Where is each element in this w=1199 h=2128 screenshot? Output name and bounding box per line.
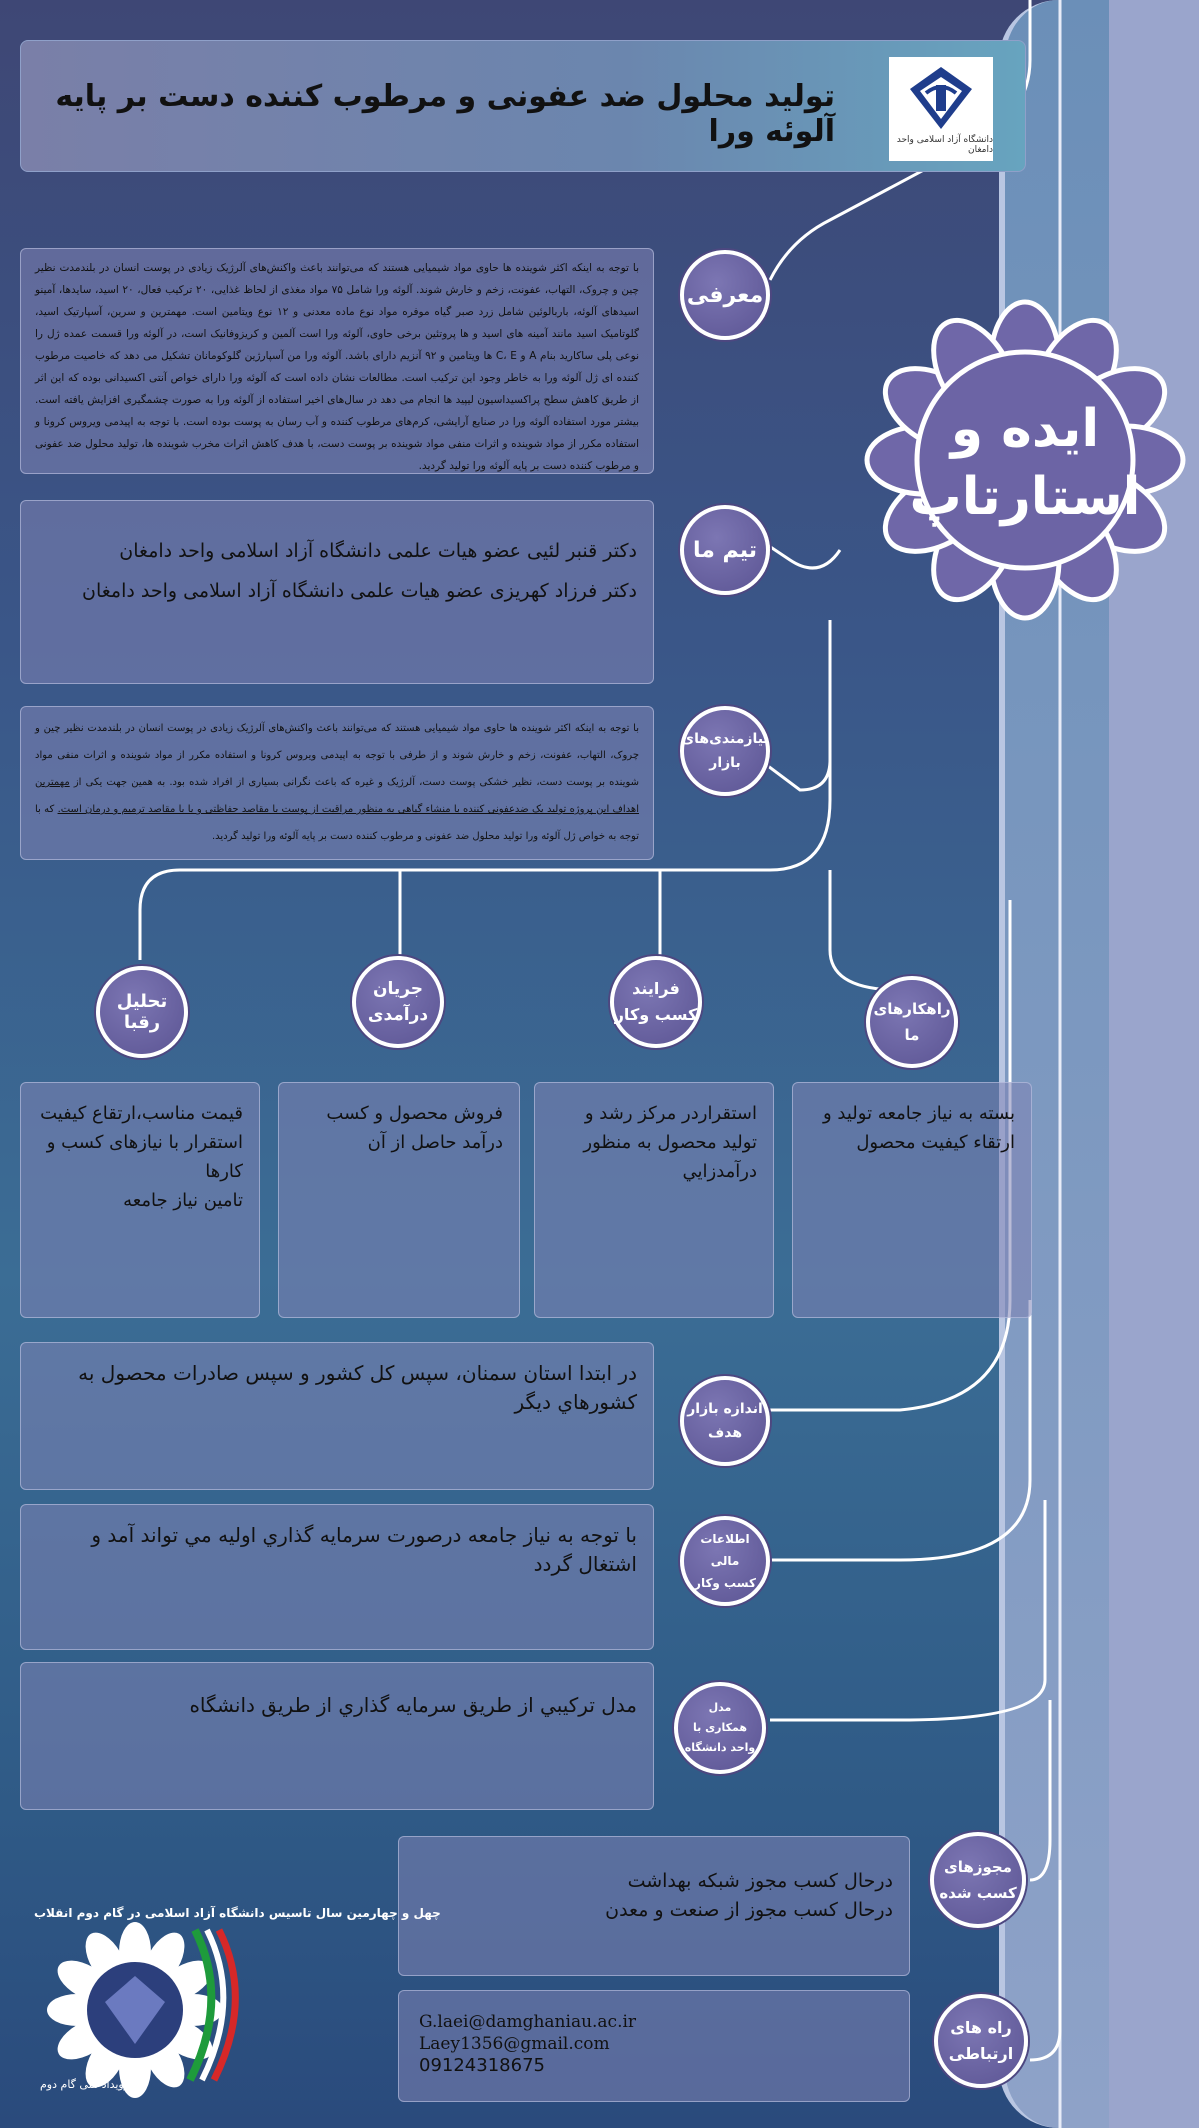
competitors-bubble <box>96 966 188 1058</box>
contact-bubble <box>934 1994 1028 2088</box>
financial-text: با توجه به نياز جامعه درصورت سرمايه گذاري اوليه مي تواند آمد و اشتغال گردد <box>91 1523 637 1576</box>
emblem-bottom-text: رویداد ملی گام دوم <box>40 2078 130 2091</box>
target-market-panel <box>20 1342 654 1490</box>
revenue-panel <box>278 1082 520 1318</box>
market-needs-text <box>35 715 639 850</box>
licenses-line-1: درحال کسب مجوز شبکه بهداشت <box>627 1870 893 1892</box>
team-panel <box>20 500 654 684</box>
intro-panel <box>20 248 654 474</box>
licenses-line-2: درحال کسب مجوز از صنعت و معدن <box>605 1899 893 1921</box>
financial-bubble <box>680 1516 770 1606</box>
page-title: تولید محلول ضد عفونی و مرطوب کننده دست بر پایه آلوئه ورا <box>55 79 835 149</box>
logo-caption: دانشگاه آزاد اسلامی واحد دامغان <box>896 135 993 155</box>
university-logo <box>889 57 993 161</box>
business-process-text: استقراردر مرکز رشد و تولید محصول به منظور درآمدزايي <box>583 1103 757 1182</box>
cooperation-panel <box>20 1662 654 1810</box>
solutions-panel <box>792 1082 1032 1318</box>
team-label: تیم ما <box>692 537 758 563</box>
financial-panel <box>20 1504 654 1650</box>
team-member-2: دکتر فرزاد کهریزی عضو هیات علمی دانشگاه آزاد اسلامی واحد دامغان <box>82 580 637 602</box>
intro-text: با توجه به اینکه اکثر شوینده ها حاوی مواد شیمیایی هستند که می‌توانند باعث واکنش‌های آلرژیک زیادی در پوست انسان در بلندمدت نظیر چین و چروک، التهاب، عفونت، زخم و خارش شوند. آلوئه ورا شامل ۷۵ مواد مغذی از لحاظ غذایی، ۲۰ ترکیب فعال، ۲۰ اسید، سایدها، آمینو اسیدهای آلوئه، باربالوئین شامل زرد صبر گیاه موفره مواد نوع ماده معدنی و ۱۲ نوع ویتامین است. مهمترین و سرین، آسپارتیک اسید، گلوتامیک اسید مانند آمینه های اسید و ها پروتئین برخی حاوی، آلوئه ورا است آلمین و کریزوفانیک است، در آلوئه ورا قسمت عمده ژل را نوعی پلی ساکارید بنام A و C، E ها ویتامین و ۹۲ آنزیم دارای باشد. آلوئه ورا من آسپارژین گلوکومانان تشکیل می دهد که خاصیت مرطوب کننده ای ژل آلوئه ورا به خاطر وجود این ترکیب است. مطالعات نشان داده است که آلوئه ورا دارای خواص آنتی اکسیدانی بوده که این اثر از طریق کاهش سطح پراکسیداسیون لیپید ها انجام می دهد در سال‌های اخیر استفاده از آلوئه ورا به صورت چشمگیری افزایش یافته است. بیشتر مورد استفاده آلوئه ورا در صنایع آرایشی، کرم‌های مرطوب کننده و آب رسان به پوست بوده است. با توجه به اپیدمی ویروس کرونا و استفاده مکرر از مواد شوینده و اثرات منفی مواد شوینده بر پوست دست، با هدف کاهش اثرات مخرب شوینده ها، تولید محلول ضد عفونی و مرطوب کننده دست بر پایه آلوئه ورا تولید گردید. <box>35 262 639 472</box>
target-market-label-1: اندازه بازار <box>687 1401 763 1417</box>
business-process-panel <box>534 1082 774 1318</box>
competitors-text-3: تامین نیاز جامعه <box>123 1190 243 1211</box>
licenses-label-2: کسب شده <box>939 1884 1017 1902</box>
competitors-text-1: قیمت مناسب،ارتقاع کیفیت <box>40 1103 243 1124</box>
target-market-text: در ابتدا استان سمنان، سپس کل کشور و سپس صادرات محصول به کشورهاي ديگر <box>78 1361 637 1414</box>
revenue-bubble <box>352 956 444 1048</box>
solutions-text: بسته به نیاز جامعه تولید و ارتقاء کیفیت محصول <box>823 1103 1015 1153</box>
business-process-label-1: فرایند <box>632 979 680 998</box>
financial-label-1: اطلاعات مالی <box>700 1532 750 1568</box>
team-bubble <box>680 505 770 595</box>
revenue-text: فروش محصول و کسب درآمد حاصل از آن <box>326 1103 503 1153</box>
market-needs-text-a: با توجه به اینکه اکثر شوینده ها حاوی مواد شیمیایی هستند که می‌توانند باعث واکنش‌های آلرژیک زیادی در پوست انسان در بلندمدت نظیر چین و چروک، التهاب، عفونت، زخم و خارش شوند و از طرفی با توجه به اپیدمی ویروس کرونا و استفاده مکرر از مواد شوینده و اثرات منفی مواد شوینده بر پوست دست، نظیر خشکی پوست دست، آلرژیک و غیره که باعث نگرانی بسیاری از افراد شده بود. به همین جهت یکی از <box>35 723 639 788</box>
solutions-label-2: ما <box>904 1026 920 1044</box>
solutions-label-1: راهکارهای <box>873 1000 951 1018</box>
anniversary-emblem <box>20 1890 250 2110</box>
business-process-label-2: کسب وکار <box>614 1005 698 1024</box>
emblem-arc-text: چهل و چهارمین سال تاسیس دانشگاه آزاد اسلامی در گام دوم انقلاب <box>34 1906 441 1920</box>
contact-email-2[interactable]: Laey1356@gmail.com <box>419 2034 610 2054</box>
market-needs-text-b: که با توجه به خواص ژل آلوئه ورا تولید محلول ضد عفونی و مرطوب کننده دست بر پایه آلوئه ورا تولید گردید. <box>35 804 639 842</box>
target-market-label-2: هدف <box>707 1425 743 1441</box>
intro-bubble <box>680 250 770 340</box>
cooperation-label-3: واحد دانشگاه <box>684 1741 756 1754</box>
market-needs-bubble <box>680 706 770 796</box>
market-needs-panel <box>20 706 654 860</box>
contact-label-2: ارتباطی <box>948 2044 1014 2063</box>
revenue-label-2: درآمدی <box>367 1005 429 1025</box>
cooperation-bubble <box>674 1682 766 1774</box>
contact-label-1: راه های <box>950 2018 1012 2037</box>
market-needs-emphasis: مهمترین اهداف این پروژه تولید یک ضدعفونی کننده با منشاء گیاهی به منظور مراقبت از پوست با مقاصد حفاظتی و یا با مقاصد ترمیم و درمان است. <box>35 777 639 815</box>
licenses-panel <box>398 1836 910 1976</box>
hero-line1: ایده و <box>950 399 1100 459</box>
intro-label: معرفی <box>686 282 764 308</box>
title-bar <box>20 40 1026 172</box>
contact-email-1[interactable]: G.laei@damghaniau.ac.ir <box>419 2012 637 2032</box>
cooperation-label-1: مدل <box>708 1701 732 1714</box>
business-process-bubble <box>610 956 702 1048</box>
university-logo-icon <box>906 63 976 133</box>
cooperation-text: مدل تركيبي از طريق سرمايه گذاري از طريق دانشگاه <box>189 1693 637 1717</box>
hero-title <box>860 395 1190 531</box>
contact-phone[interactable]: 09124318675 <box>419 2055 545 2076</box>
contact-panel <box>398 1990 910 2102</box>
team-member-1: دکتر قنبر لئیی عضو هیات علمی دانشگاه آزاد اسلامی واحد دامغان <box>119 540 637 562</box>
competitors-panel <box>20 1082 260 1318</box>
financial-label-2: کسب وکار <box>694 1576 756 1590</box>
market-needs-label-2: بازار <box>709 755 741 771</box>
revenue-label-1: جریان <box>372 979 424 999</box>
competitors-text-2: استقرار با نیازهای کسب و کارها <box>46 1132 243 1182</box>
hero-line2: استارتاپ <box>909 467 1141 527</box>
cooperation-label-2: همکاری با <box>692 1721 748 1734</box>
licenses-bubble <box>930 1832 1026 1928</box>
competitors-label: تحلیل رقبا <box>116 991 168 1033</box>
licenses-label-1: مجوزهای <box>944 1858 1012 1876</box>
solutions-bubble <box>866 976 958 1068</box>
market-needs-label-1: نیازمندی‌های <box>681 731 769 747</box>
target-market-bubble <box>680 1376 770 1466</box>
